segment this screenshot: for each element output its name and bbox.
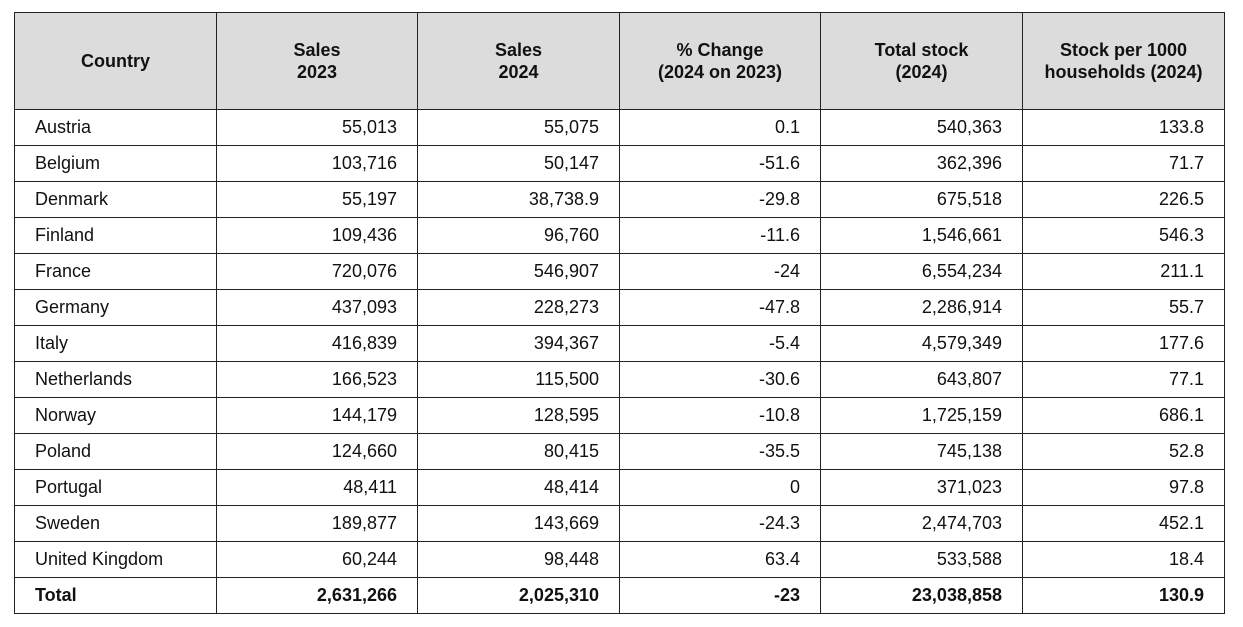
sales-2023-cell: 109,436 (217, 218, 418, 254)
country-cell: Portugal (15, 470, 217, 506)
sales-2023-cell: 55,197 (217, 182, 418, 218)
country-cell: Germany (15, 290, 217, 326)
column-header-line: 2023 (296, 62, 338, 82)
total-stock-cell: 371,023 (821, 470, 1023, 506)
total-stock-cell: 1,546,661 (821, 218, 1023, 254)
total-stock-cell: 2,474,703 (821, 506, 1023, 542)
table-row (15, 110, 1225, 146)
sales-2024-cell: 48,414 (418, 470, 620, 506)
stock-per-1000-cell: 546.3 (1023, 218, 1225, 254)
sales-2024-cell: 115,500 (418, 362, 620, 398)
column-header-line: Total stock (874, 40, 969, 60)
table-row (15, 470, 1225, 506)
column-header-line: Sales (494, 40, 543, 60)
sales-2023-cell: 166,523 (217, 362, 418, 398)
pct-change-cell: 63.4 (620, 542, 821, 578)
stock-per-1000-cell: 211.1 (1023, 254, 1225, 290)
sales-2024-cell: 2,025,310 (418, 578, 620, 614)
sales-2024-cell: 50,147 (418, 146, 620, 182)
stock-per-1000-cell: 18.4 (1023, 542, 1225, 578)
column-header-country (15, 13, 217, 110)
sales-2024-cell: 143,669 (418, 506, 620, 542)
total-stock-cell: 362,396 (821, 146, 1023, 182)
stock-per-1000-cell: 55.7 (1023, 290, 1225, 326)
sales-2024-cell: 228,273 (418, 290, 620, 326)
column-header-sales-2023 (217, 13, 418, 110)
sales-2024-cell: 55,075 (418, 110, 620, 146)
column-header-line: % Change (676, 40, 764, 60)
pct-change-cell: -30.6 (620, 362, 821, 398)
total-stock-cell: 675,518 (821, 182, 1023, 218)
sales-stock-table (14, 12, 1225, 614)
total-row (15, 578, 1225, 614)
pct-change-cell: -23 (620, 578, 821, 614)
pct-change-cell: 0 (620, 470, 821, 506)
column-header-line: Sales (293, 40, 341, 60)
column-header-pct-change (620, 13, 821, 110)
total-stock-cell: 1,725,159 (821, 398, 1023, 434)
table-row (15, 182, 1225, 218)
country-cell: Austria (15, 110, 217, 146)
country-cell: United Kingdom (15, 542, 217, 578)
column-header-line: Stock per 1000 (1059, 40, 1188, 60)
header-row (15, 13, 1225, 110)
country-cell: Norway (15, 398, 217, 434)
column-header-line: Country (81, 51, 150, 71)
column-header-line: households (2024) (1044, 62, 1203, 82)
column-header-total-stock (821, 13, 1023, 110)
stock-per-1000-cell: 77.1 (1023, 362, 1225, 398)
total-stock-cell: 540,363 (821, 110, 1023, 146)
column-header-line: (2024) (895, 62, 948, 82)
sales-2024-cell: 38,738.9 (418, 182, 620, 218)
sales-2023-cell: 416,839 (217, 326, 418, 362)
pct-change-cell: 0.1 (620, 110, 821, 146)
table-row (15, 218, 1225, 254)
total-stock-cell: 4,579,349 (821, 326, 1023, 362)
table-row (15, 326, 1225, 362)
total-stock-cell: 6,554,234 (821, 254, 1023, 290)
sales-2023-cell: 2,631,266 (217, 578, 418, 614)
sales-2023-cell: 144,179 (217, 398, 418, 434)
stock-per-1000-cell: 226.5 (1023, 182, 1225, 218)
country-cell: Sweden (15, 506, 217, 542)
sales-2024-cell: 128,595 (418, 398, 620, 434)
sales-2023-cell: 124,660 (217, 434, 418, 470)
country-cell: Netherlands (15, 362, 217, 398)
stock-per-1000-cell: 52.8 (1023, 434, 1225, 470)
stock-per-1000-cell: 71.7 (1023, 146, 1225, 182)
total-stock-cell: 2,286,914 (821, 290, 1023, 326)
stock-per-1000-cell: 177.6 (1023, 326, 1225, 362)
pct-change-cell: -35.5 (620, 434, 821, 470)
total-stock-cell: 745,138 (821, 434, 1023, 470)
pct-change-cell: -10.8 (620, 398, 821, 434)
pct-change-cell: -24 (620, 254, 821, 290)
column-header-stock-per-1000 (1023, 13, 1225, 110)
sales-2024-cell: 546,907 (418, 254, 620, 290)
country-cell: France (15, 254, 217, 290)
sales-2024-cell: 394,367 (418, 326, 620, 362)
sales-2023-cell: 60,244 (217, 542, 418, 578)
total-stock-cell: 533,588 (821, 542, 1023, 578)
country-cell: Poland (15, 434, 217, 470)
column-header-sales-2024 (418, 13, 620, 110)
pct-change-cell: -5.4 (620, 326, 821, 362)
sales-2023-cell: 103,716 (217, 146, 418, 182)
table-row (15, 362, 1225, 398)
country-cell: Denmark (15, 182, 217, 218)
table-row (15, 434, 1225, 470)
country-cell: Belgium (15, 146, 217, 182)
table-row (15, 146, 1225, 182)
sales-2023-cell: 720,076 (217, 254, 418, 290)
pct-change-cell: -24.3 (620, 506, 821, 542)
table-row (15, 506, 1225, 542)
table-body (15, 110, 1225, 614)
table-row (15, 398, 1225, 434)
country-cell: Italy (15, 326, 217, 362)
column-header-line: (2024 on 2023) (657, 62, 783, 82)
total-stock-cell: 643,807 (821, 362, 1023, 398)
table-row (15, 254, 1225, 290)
pct-change-cell: -47.8 (620, 290, 821, 326)
sales-2023-cell: 189,877 (217, 506, 418, 542)
sales-2024-cell: 98,448 (418, 542, 620, 578)
stock-per-1000-cell: 686.1 (1023, 398, 1225, 434)
table-row (15, 542, 1225, 578)
country-cell: Finland (15, 218, 217, 254)
stock-per-1000-cell: 452.1 (1023, 506, 1225, 542)
sales-2023-cell: 55,013 (217, 110, 418, 146)
table-row (15, 290, 1225, 326)
total-stock-cell: 23,038,858 (821, 578, 1023, 614)
pct-change-cell: -51.6 (620, 146, 821, 182)
pct-change-cell: -11.6 (620, 218, 821, 254)
sales-2024-cell: 80,415 (418, 434, 620, 470)
stock-per-1000-cell: 97.8 (1023, 470, 1225, 506)
stock-per-1000-cell: 133.8 (1023, 110, 1225, 146)
sales-2023-cell: 437,093 (217, 290, 418, 326)
country-cell: Total (15, 578, 217, 614)
column-header-line: 2024 (498, 62, 539, 82)
stock-per-1000-cell: 130.9 (1023, 578, 1225, 614)
sales-2023-cell: 48,411 (217, 470, 418, 506)
pct-change-cell: -29.8 (620, 182, 821, 218)
sales-2024-cell: 96,760 (418, 218, 620, 254)
